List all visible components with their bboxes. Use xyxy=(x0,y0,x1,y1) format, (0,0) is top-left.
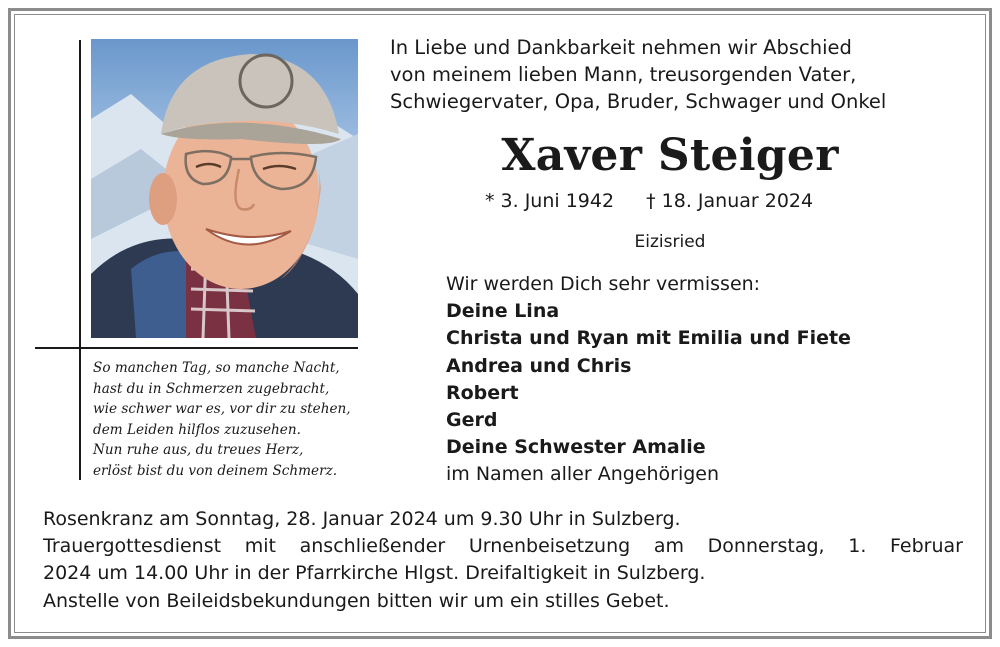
mourners-closing: im Namen aller Angehörigen xyxy=(446,463,720,486)
mourner-name: Deine Lina xyxy=(446,300,560,323)
funeral-service-info-cont: 2024 um 14.00 Uhr in der Pfarrkirche Hlgst. Dreifaltigkeit in Sulzberg. xyxy=(43,562,706,585)
portrait-illustration xyxy=(91,39,358,338)
intro-line: In Liebe und Dankbarkeit nehmen wir Abschied xyxy=(390,36,852,59)
poem-line: hast du in Schmerzen zugebracht, xyxy=(93,380,330,397)
death-date: † 18. Januar 2024 xyxy=(646,190,814,212)
poem-line: erlöst bist du von deinem Schmerz. xyxy=(93,462,338,479)
service-notice xyxy=(43,506,963,615)
birth-date: * 3. Juni 1942 xyxy=(485,190,615,212)
mourner-name: Christa und Ryan mit Emilia und Fiete xyxy=(446,327,851,350)
funeral-service-info: Trauergottesdienst mit anschließender Urnenbeisetzung am Donnerstag, 1. Februar xyxy=(43,535,963,558)
poem-line: wie schwer war es, vor dir zu stehen, xyxy=(93,401,351,417)
mourners-intro: Wir werden Dich sehr vermissen: xyxy=(446,273,761,295)
condolence-request: Anstelle von Beileidsbekundungen bitten wir um ein stilles Gebet. xyxy=(43,589,670,612)
mourner-name: Robert xyxy=(446,381,519,404)
poem-line: So manchen Tag, so manche Nacht, xyxy=(93,360,340,376)
life-dates xyxy=(485,187,813,215)
cross-horizontal-bar xyxy=(35,347,358,349)
intro-line: Schwiegervater, Opa, Bruder, Schwager und Onkel xyxy=(390,90,887,113)
poem-line: Nun ruhe aus, du treues Herz, xyxy=(93,442,304,458)
hometown: Eizisried xyxy=(634,232,706,252)
mourner-name: Gerd xyxy=(446,409,498,432)
cross-vertical-bar xyxy=(79,40,81,480)
mourners-list xyxy=(446,271,851,489)
poem xyxy=(93,358,368,481)
deceased-name: Xaver Steiger xyxy=(501,130,839,181)
intro-line: von meinem lieben Mann, treusorgenden Vater, xyxy=(390,63,857,86)
mourner-name: Deine Schwester Amalie xyxy=(446,436,706,459)
rosary-info: Rosenkranz am Sonntag, 28. Januar 2024 um 9.30 Uhr in Sulzberg. xyxy=(43,508,681,530)
intro-text xyxy=(390,34,950,115)
portrait-photo xyxy=(91,39,358,338)
poem-line: dem Leiden hilflos zuzusehen. xyxy=(93,421,301,438)
mourner-name: Andrea und Chris xyxy=(446,354,632,377)
